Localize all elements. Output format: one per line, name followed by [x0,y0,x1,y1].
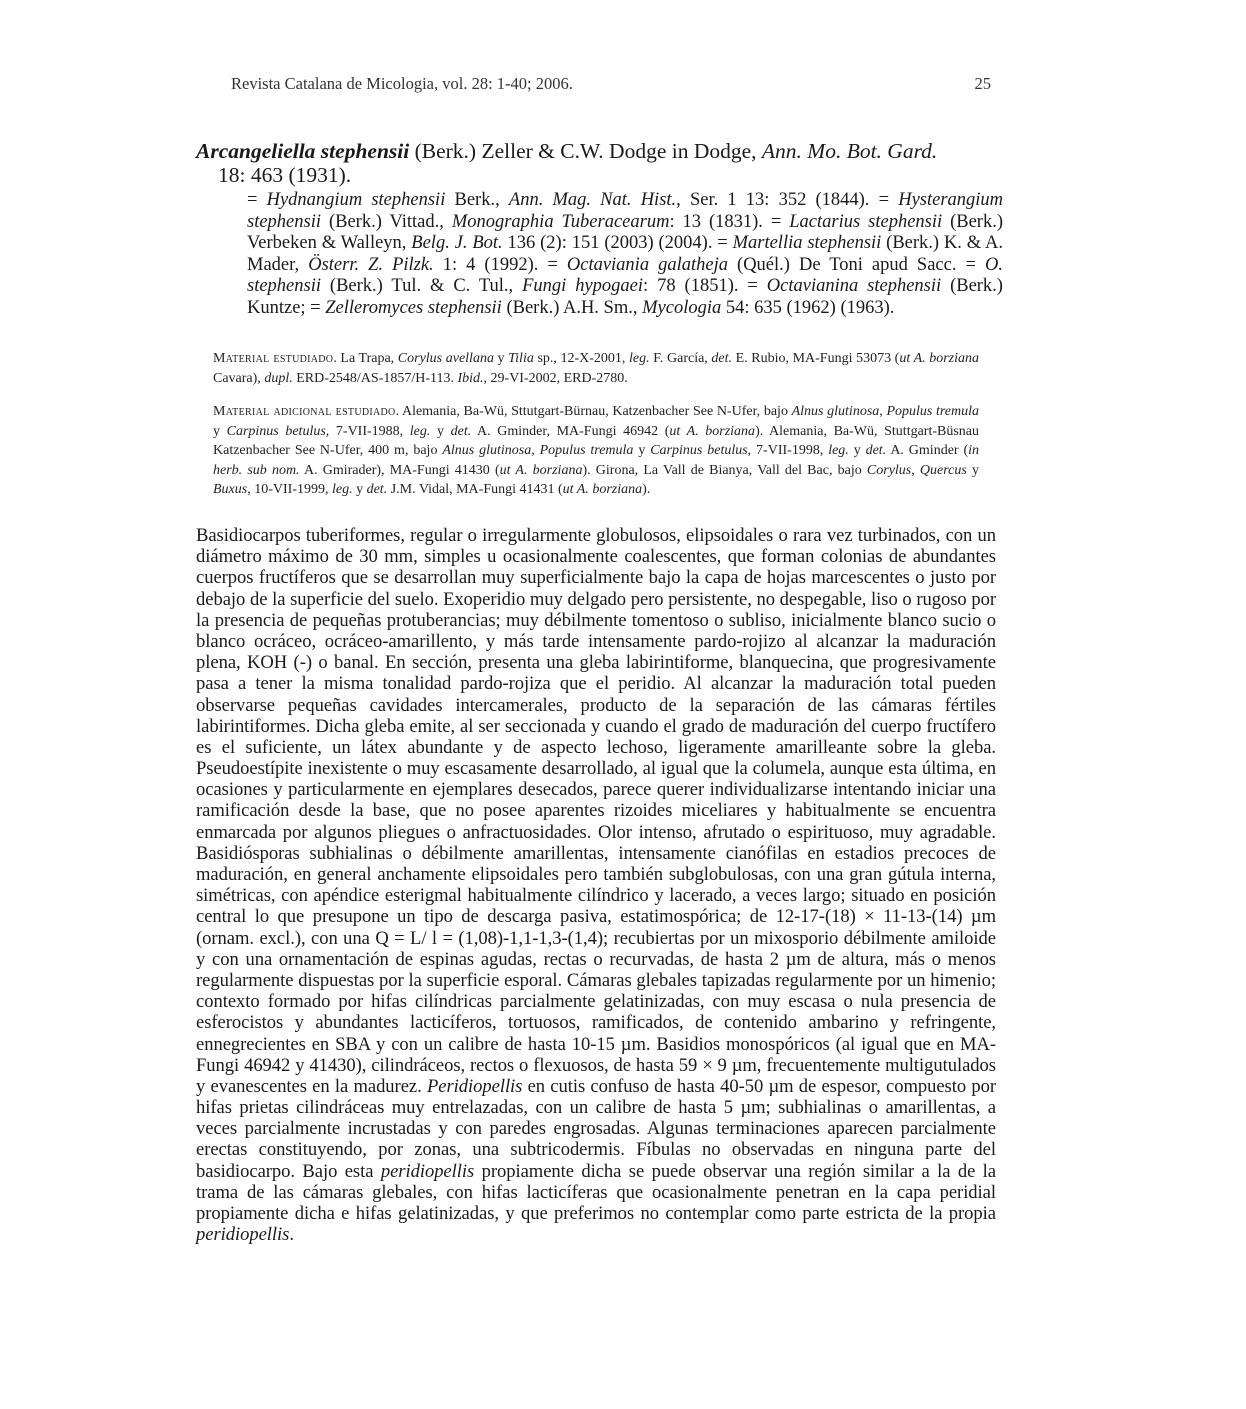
text-run: : 13 (1831). = [669,211,790,232]
text-run: , Ser. 1 13: 352 (1844). = [676,190,899,210]
text-run: Alnus glutinosa [791,404,880,419]
taxon-heading [196,139,1004,187]
text-run: Ibid. [457,370,484,386]
text-run: Quercus [919,462,967,478]
journal-citation: Revista Catalana de Micologia, vol. 28: 1-40; 2006. [231,74,573,93]
text-run: (Berk.) A.H. Sm., [501,297,643,318]
text-run: (Berk.) Kuntze; = [247,276,1003,318]
text-run: ut A. borziana [899,351,980,366]
text-run: . La Trapa, [333,351,398,366]
material-studied-label: Material estudiado [213,351,334,366]
text-run: = [247,190,267,210]
text-run: det. [366,482,388,497]
text-run: Belg. J. Bot. [411,233,503,253]
text-run: (Berk.) Tul. & C. Tul., [321,276,523,296]
text-run: 1: 4 (1992). = [433,254,567,275]
text-run: Corylus avellana [397,351,494,366]
text-run: (Berk.) Vittad., [321,211,452,232]
text-run: (Quél.) De Toni apud Sacc. = [728,254,985,275]
text-run: y [493,351,509,366]
additional-material-label: Material adicional estudiado [213,404,396,419]
text-run: y [430,423,451,439]
text-run: , [879,404,887,419]
text-run: Lactarius stephensii [789,211,943,232]
text-run: (Berk.) Verbeken & Walleyn, [247,211,1003,253]
text-run: Peridiopellis [426,1075,523,1097]
text-run: Octavianina stephensii [766,276,942,296]
text-run: , [911,462,920,478]
text-run: : 78 (1851). = [643,276,767,296]
text-run: E. Rubio, MA-Fungi 53073 ( [732,351,900,366]
text-run: Hydnangium stephensii [266,190,446,210]
text-run: y [848,443,866,458]
text-run: Alnus glutinosa [442,443,532,458]
text-run: ut A. borziana [499,462,583,478]
text-run: Corylus [866,462,912,478]
text-run: dupl. [264,370,293,386]
taxon-citation: 18: 463 (1931). [218,163,352,187]
text-run: Martellia stephensii [732,233,882,253]
text-run: Ann. Mag. Nat. Hist. [508,190,677,210]
text-run: , 10-VII-1999, [247,482,332,497]
text-run: sp., 12-X-2001, [533,351,630,366]
text-run: , 29-VI-2002, ERD-2780. [483,370,628,386]
text-run: Fungi hypogaei [522,276,644,296]
text-run: ). Girona, La Vall de Bianya, Vall del Bac, bajo [582,462,867,478]
page-number: 25 [974,74,991,93]
text-run: en cutis confuso de hasta 40-50 µm de espesor, compuesto por hifas prietas cilindráceas muy entrelazadas, con un calibre de hasta 5 µm; subhialinas o amarillentas, a veces parcialmente incrustadas y con paredes engrosadas. Algunas terminaciones aparecen parcialmente erectas constituyendo, por zonas, una subtricodermis. Fíbulas no observadas en ninguna parte del basidiocarpo. Bajo esta [196,1075,996,1182]
text-run: leg. [331,482,353,497]
text-run: peridiopellis [196,1224,290,1246]
text-run: Cavara), [213,370,265,386]
taxon-publication: Ann. Mo. Bot. Gard. [761,139,938,163]
text-run: Monographia Tuberacearum [451,211,670,232]
material-studied-paragraph [213,349,979,388]
text-run: leg. [828,443,849,458]
text-run: Basidiocarpos tuberiformes, regular o irregularmente globulosos, elipsoidales o rara vez turbinados, con un diámetro máximo de 30 mm, simples u ocasionalmente coalescentes, que forman colonias de abundantes cuerpos fructíferos que se desarrollan muy superficialmente bajo la capa de hojas marcescentes o justo por debajo de la superficie del suelo. Exoperidio muy delgado pero persistente, no despegable, liso o rugoso por la presencia de pequeñas protuberancias; muy débilmente tomentoso o subliso, inicialmente blanco sucio o blanco ocráceo, ocráceo-amarillento, y más tarde intensamente pardo-rojizo al alcanzar la maduración plena, KOH (-) o banal. En sección, presenta una gleba labirintiforme, blanquecina, que progresivamente pasa a tener la misma tonalidad pardo-rojiza que el peridio. Al alcanzar la maduración total pueden observarse pequeñas cavidades intercamerales, producto de la separación de las cámaras fértiles labirintiformes. Dicha gleba emite, al ser seccionada y cuando el grado de maduración del cuerpo fructífero es el suficiente, un látex abundante y de aspecto lechoso, ligeramente amarilleante sobre la gleba. Pseudoestípite inexistente o muy escasamente desarrollado, al igual que la columela, aunque esta última, en ocasiones y particularmente en ejemplares desecados, parece querer individualizarse intentando iniciar una ramificación desde la base, que no posee aparentes rizoides miceliares y habitualmente se encuentra enmarcada por algunos pliegues o anfractuosidades. Olor intenso, afrutado o espirituoso, muy agradable. Basidiósporas subhialinas o débilmente amarillentas, intensamente cianófilas en estadios precoces de maduración, en general anchamente elipsoidales pero también subglobulosas, con una gran gútula interna, simétricas, con apéndice esterigmal habitualmente cilíndrico y lacerado, a veces largo; situado en posición central lo que presupone un tipo de descarga pasiva, estatimospórica; de 12-17-(18) × 11-13-(14) µm (ornam. excl.), con una Q = L/ l = (1,08)-1,1-1,3-(1,4); recubiertas por un mixosporio débilmente amiloide y con una ornamentación de espinas agudas, rectas o recurvadas, de hasta 2 µm de altura, más o menos regularmente dispuestas por la superficie esporal. Cámaras glebales tapizadas regularmente por un himenio; contexto formado por hifas cilíndricas parcialmente gelatinizadas, con muy escasa o nula presencia de esferocistos y abundantes lacticíferos, tortuosos, ramificados, de contenido ambarino y refringente, ennegrecientes en SBA y con un calibre de hasta 10-15 µm. Basidios monospóricos (al igual que en MA-Fungi 46942 y 41430), cilindráceos, rectos o flexuosos, de hasta 59 × 9 µm, frecuentemente multigutulados y evanescentes en la madurez. [196,525,996,1097]
text-run: A. Gminder ( [886,443,969,458]
text-run: leg. [409,423,431,439]
text-run: leg. [629,351,650,366]
text-run: , 7-VII-1998, [747,443,829,458]
text-run: Tilia [508,351,534,366]
text-run: det. [865,443,887,458]
text-run: J.M. Vidal, MA-Fungi 41431 ( [387,482,563,497]
text-run: 136 (2): 151 (2003) (2004). = [502,233,733,253]
text-run: A. Gminder, MA-Fungi 46942 ( [471,423,670,439]
text-run: Populus tremula [886,404,980,419]
text-run: ). [642,482,651,497]
text-run: y [966,462,980,478]
text-run: (Berk.) K. & A. Mader, [247,233,1003,275]
text-run: ). Alemania, Ba-Wü, Stuttgart-Büsnau Katzenbacher See N-Ufer, 400 m, bajo [213,423,980,458]
text-run: . [289,1224,294,1246]
text-run: Populus tremula [539,443,634,458]
text-run: Mycologia [642,297,722,318]
text-run: 54: 635 (1962) (1963). [721,297,895,318]
text-run: , [531,443,540,458]
text-run: A. Gmirader), MA-Fungi 41430 ( [299,462,500,478]
taxon-name: Arcangeliella stephensii [196,139,410,163]
text-run: , 7-VII-1988, [325,423,410,439]
text-run: Buxus [213,482,248,497]
text-run: det. [711,351,733,366]
taxon-authority: (Berk.) Zeller & C.W. Dodge in Dodge, [409,139,762,163]
additional-material-paragraph [213,402,979,500]
text-run: y [213,423,227,439]
text-run: . Alemania, Ba-Wü, Sttutgart-Bürnau, Katzenbacher See N-Ufer, bajo [395,404,792,419]
text-run: y [352,482,367,497]
text-run: in herb. sub nom. [213,443,980,478]
text-run: Österr. Z. Pilzk. [308,254,434,275]
text-run: propiamente dicha se puede observar una región similar a la de la trama de las cámaras glebales, con hifas lacticíferas que ocasionalmente penetran en la capa peridial propiamente dicha e hifas gelatinizadas, y que preferimos no contemplar como parte estricta de la propia [196,1160,996,1224]
text-run: Zelleromyces stephensii [325,297,502,318]
text-run: Hysterangium stephensii [247,190,1004,232]
text-run: Carpinus betulus [650,443,748,458]
text-run: Octaviania galatheja [566,254,728,275]
synonymy-paragraph [247,190,1003,319]
text-run: ut A. borziana [562,482,643,497]
text-run: F. García, [649,351,712,366]
text-run: peridiopellis [380,1160,475,1182]
text-run: y [633,443,651,458]
text-run: Berk., [445,190,509,210]
description-paragraph [196,525,996,1245]
text-run: ut A. borziana [669,423,756,439]
text-run: Carpinus betulus [226,423,326,439]
text-run: det. [450,423,472,439]
text-run: O. stephensii [247,254,1003,296]
text-run: ERD-2548/AS-1857/H-113. [292,370,458,386]
